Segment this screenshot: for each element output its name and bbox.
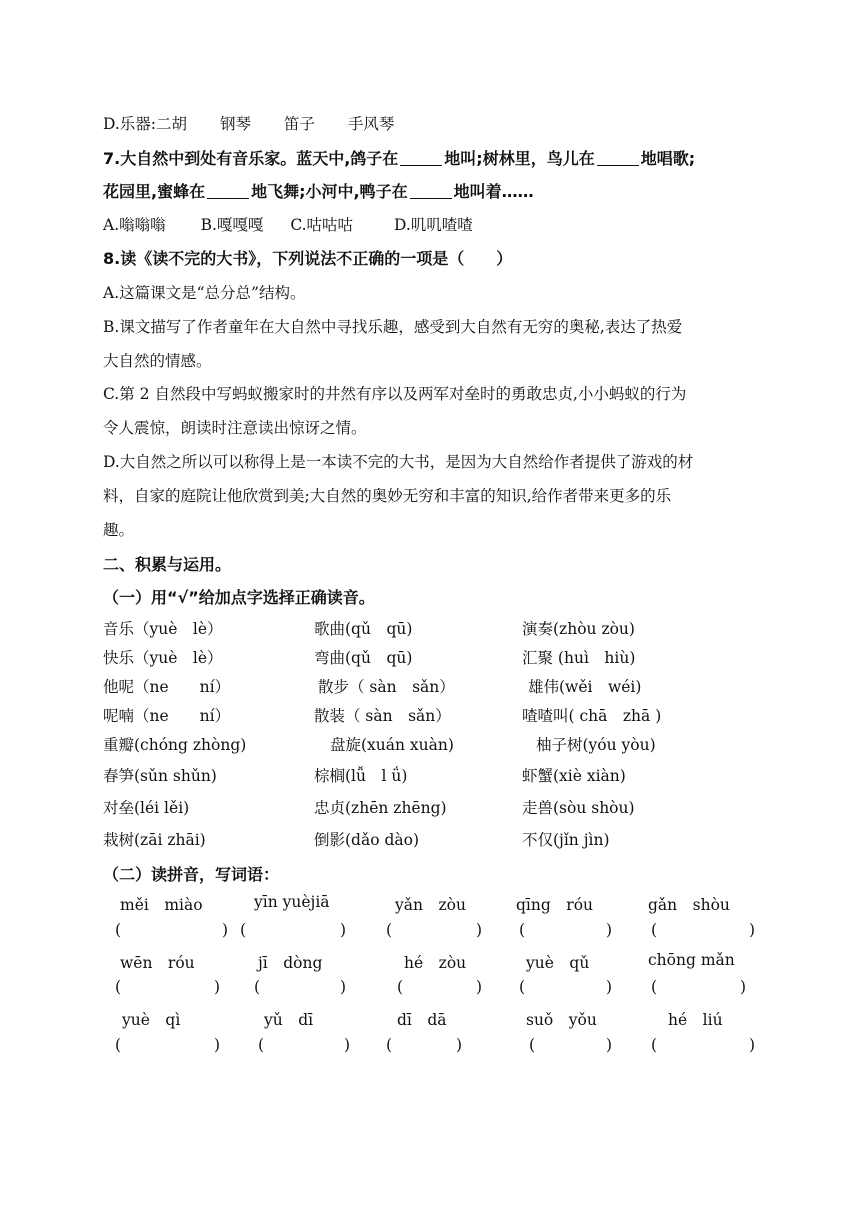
answer-box-open: (: [651, 978, 658, 996]
q6-option-d-item: 钢琴: [219, 115, 251, 133]
pinyin-prompt: wēn róu: [120, 954, 195, 972]
pinyin-prompt: hé liú: [668, 1011, 723, 1029]
pron-item[interactable]: 走兽(sòu shòu): [522, 799, 635, 817]
pinyin-prompt: yǔ dī: [264, 1011, 314, 1029]
answer-box-close: ): [340, 978, 347, 996]
answer-blank[interactable]: [597, 149, 639, 166]
q8-option-d-cont: 料，自家的庭院让他欣赏到美;大自然的奥妙无穷和丰富的知识,给作者带来更多的乐: [103, 487, 672, 505]
pinyin-prompt: suǒ yǒu: [526, 1011, 597, 1029]
answer-box-open: (: [651, 1036, 658, 1054]
answer-box-close: ): [214, 978, 221, 996]
pron-item[interactable]: 对垒(léi lěi): [103, 799, 190, 817]
q6-option-d-label: D.乐器:二胡: [103, 115, 188, 133]
answer-box-open: (: [519, 978, 526, 996]
answer-blank[interactable]: [410, 182, 452, 199]
answer-blank[interactable]: [400, 149, 442, 166]
pron-item[interactable]: 弯曲(qǔ qū): [314, 649, 413, 667]
answer-blank[interactable]: [207, 182, 249, 199]
section2-title: 二、积累与运用。: [103, 555, 232, 574]
pron-item[interactable]: 雄伟(wěi wéi): [528, 678, 642, 696]
answer-box-open: (: [386, 921, 393, 939]
answer-box-close: ): [344, 1036, 351, 1054]
q7-text: 地叫着……: [453, 182, 534, 201]
q6-option-d: [103, 112, 394, 134]
answer-box-open: (: [519, 921, 526, 939]
answer-box-open: (: [254, 978, 261, 996]
q7-stem-line2: [103, 179, 534, 202]
q7-text: 地叫;树林里，鸟儿在: [444, 149, 595, 168]
pron-item[interactable]: 散步（ sàn sǎn）: [318, 678, 455, 696]
pron-item[interactable]: 忠贞(zhēn zhēng): [314, 799, 447, 817]
answer-box-close: ): [749, 921, 756, 939]
pinyin-prompt: qīng róu: [516, 896, 594, 914]
q7-text: 地唱歌;: [640, 149, 696, 168]
pinyin-prompt: dī dā: [397, 1011, 447, 1029]
pron-item[interactable]: 盘旋(xuán xuàn): [330, 736, 454, 754]
pinyin-prompt: yīn yuèjiā: [254, 893, 330, 911]
q7-text: 花园里,蜜蜂在: [103, 182, 206, 201]
q7-option-d[interactable]: D.叽叽喳喳: [394, 216, 473, 234]
q7-option-c[interactable]: C.咕咕咕: [290, 216, 354, 234]
pron-item[interactable]: 他呢（ne ní）: [103, 678, 231, 696]
pinyin-prompt: yǎn zòu: [395, 896, 466, 914]
pron-item[interactable]: 汇聚 (huì hiù): [522, 649, 636, 667]
q7-text: 地飞舞;小河中,鸭子在: [251, 182, 408, 201]
pinyin-prompt: hé zòu: [404, 954, 467, 972]
q8-option-b[interactable]: B.课文描写了作者童年在大自然中寻找乐趣，感受到大自然有无穷的奥秘,表达了热爱: [103, 318, 683, 336]
answer-box-close: ): [606, 921, 613, 939]
answer-box-close: ): [476, 921, 483, 939]
pinyin-prompt: yuè qǔ: [526, 954, 590, 972]
answer-box-open: (: [240, 921, 247, 939]
q7-stem-line1: [103, 146, 695, 169]
pron-item[interactable]: 柚子树(yóu yòu): [536, 736, 656, 754]
answer-box-open: (: [529, 1036, 536, 1054]
pron-item[interactable]: 棕榈(lǚ l ǘ): [314, 767, 408, 785]
q7-option-a[interactable]: A.嗡嗡嗡: [103, 216, 166, 234]
pron-item[interactable]: 呢喃（ne ní）: [103, 707, 231, 725]
part2-title: （二）读拼音，写词语：: [103, 865, 280, 884]
q6-option-d-item: 笛子: [283, 115, 315, 133]
pinyin-prompt: gǎn shòu: [648, 896, 730, 914]
pron-item[interactable]: 喳喳叫( chā zhā ): [522, 707, 662, 725]
pinyin-prompt: jī dòng: [258, 954, 323, 972]
answer-box-close: ): [606, 1036, 613, 1054]
pron-item[interactable]: 快乐（yuè lè）: [103, 649, 223, 667]
pinyin-prompt: měi miào: [120, 896, 203, 914]
pron-item[interactable]: 虾蟹(xiè xiàn): [522, 767, 626, 785]
answer-box-open: (: [651, 921, 658, 939]
answer-box-open: (: [386, 1036, 393, 1054]
pron-item[interactable]: 散装（ sàn sǎn）: [314, 707, 451, 725]
answer-box-open: (: [115, 921, 122, 939]
pron-item[interactable]: 栽树(zāi zhāi): [103, 831, 206, 849]
q8-option-b-cont: 大自然的情感。: [103, 352, 212, 370]
q6-option-d-item: 手风琴: [347, 115, 395, 133]
q8-option-a[interactable]: A.这篇课文是“总分总”结构。: [103, 284, 306, 302]
q7-options: [103, 213, 473, 235]
q8-option-d[interactable]: D.大自然之所以可以称得上是一本读不完的大书，是因为大自然给作者提供了游戏的材: [103, 453, 694, 471]
answer-box-close: ): [476, 978, 483, 996]
pron-item[interactable]: 演奏(zhòu zòu): [522, 620, 635, 638]
pron-item[interactable]: 音乐（yuè lè）: [103, 620, 223, 638]
pinyin-prompt: chōng mǎn: [648, 951, 735, 969]
answer-box-open: (: [258, 1036, 265, 1054]
q8-option-c-cont: 令人震惊，朗读时注意读出惊讶之情。: [103, 419, 367, 437]
answer-box-close: ): [456, 1036, 463, 1054]
answer-box-close: ): [222, 921, 229, 939]
answer-box-close: ): [749, 1036, 756, 1054]
part1-title: （一）用“√”给加点字选择正确读音。: [103, 588, 375, 607]
answer-box-open: (: [397, 978, 404, 996]
q7-option-b[interactable]: B.嘎嘎嘎: [200, 216, 264, 234]
pron-item[interactable]: 重瓣(chóng zhòng): [103, 736, 247, 754]
pron-item[interactable]: 歌曲(qǔ qū): [314, 620, 413, 638]
answer-box-close: ): [214, 1036, 221, 1054]
answer-box-open: (: [115, 978, 122, 996]
q7-text: 7.大自然中到处有音乐家。蓝天中,鸽子在: [103, 149, 399, 168]
pinyin-prompt: yuè qì: [122, 1011, 181, 1029]
answer-box-open: (: [115, 1036, 122, 1054]
pron-item[interactable]: 倒影(dǎo dào): [314, 831, 420, 849]
pron-item[interactable]: 不仅(jǐn jìn): [522, 831, 610, 849]
q8-option-c[interactable]: C.第 2 自然段中写蚂蚁搬家时的井然有序以及两军对垒时的勇敢忠贞,小小蚂蚁的行为: [103, 385, 687, 403]
answer-box-close: ): [606, 978, 613, 996]
answer-box-close: ): [340, 921, 347, 939]
q8-stem: 8.读《读不完的大书》，下列说法不正确的一项是（ ）: [103, 249, 513, 268]
q8-option-d-cont: 趣。: [103, 521, 135, 539]
pron-item[interactable]: 春笋(sǔn shǔn): [103, 767, 217, 785]
answer-box-close: ): [740, 978, 747, 996]
